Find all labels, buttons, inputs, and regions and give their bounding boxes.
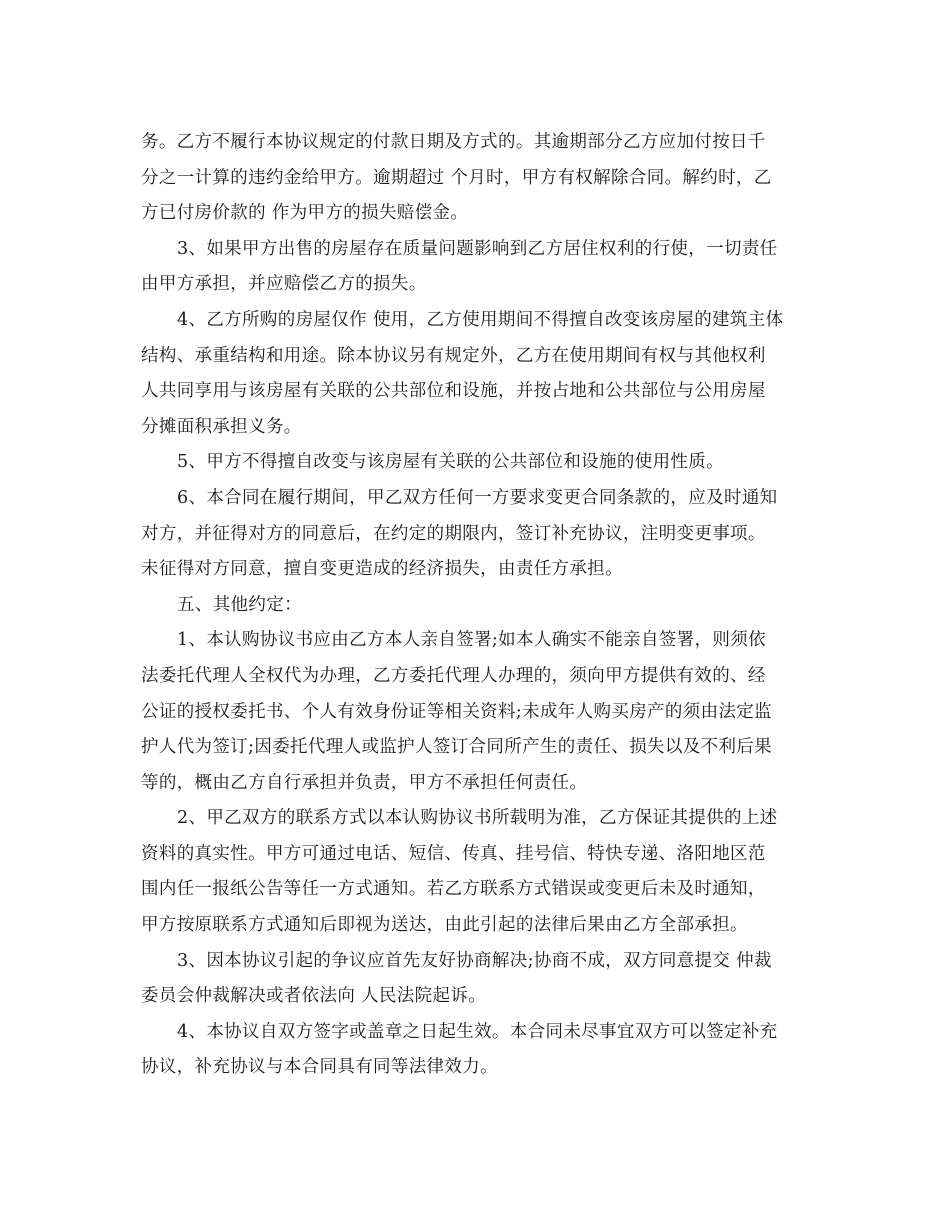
paragraph-item-5	[141, 445, 821, 481]
text-line: 方已付房价款的 作为甲方的损失赔偿金。	[141, 203, 469, 224]
paragraph-continued	[141, 125, 821, 232]
text-line: 4、本协议自双方签字或盖章之日起生效。本合同未尽事宜双方可以签定补充	[177, 1021, 778, 1042]
text-line: 对方，并征得对方的同意后，在约定的期限内，签订补充协议，注明变更事项。	[141, 523, 766, 544]
document-body	[141, 125, 821, 1086]
text-line: 五、其他约定：	[177, 594, 302, 615]
text-line: 公证的授权委托书、个人有效身份证等相关资料;未成年人购买房产的须由法定监	[141, 701, 772, 722]
paragraph-item-6	[141, 481, 821, 588]
paragraph-other-2	[141, 801, 821, 943]
paragraph-other-1	[141, 623, 821, 801]
text-line: 人共同享用与该房屋有关联的公共部位和设施，并按占地和公共部位与公用房屋	[141, 381, 766, 402]
text-line: 6、本合同在履行期间，甲乙双方任何一方要求变更合同条款的，应及时通知	[177, 487, 778, 508]
text-line: 3、如果甲方出售的房屋存在质量问题影响到乙方居住权利的行使，一切责任	[177, 238, 778, 259]
text-line: 协议，补充协议与本合同具有同等法律效力。	[141, 1057, 498, 1078]
paragraph-other-3	[141, 944, 821, 1015]
text-line: 护人代为签订;因委托代理人或监护人签订合同所产生的责任、损失以及不利后果	[141, 737, 772, 758]
text-line: 法委托代理人全权代为办理，乙方委托代理人办理的，须向甲方提供有效的、经	[141, 665, 766, 686]
text-line: 务。乙方不履行本协议规定的付款日期及方式的。其逾期部分乙方应加付按日千	[141, 132, 766, 152]
text-line: 委员会仲裁解决或者依法向 人民法院起诉。	[141, 986, 487, 1007]
text-line: 1、本认购协议书应由乙方本人亲自签署;如本人确实不能亲自签署，则须依	[177, 630, 766, 651]
text-line: 等的，概由乙方自行承担并负责，甲方不承担任何责任。	[141, 772, 588, 793]
paragraph-item-3	[141, 232, 821, 303]
text-line: 4、乙方所购的房屋仅作 使用，乙方使用期间不得擅自改变该房屋的建筑主体	[177, 309, 784, 330]
text-line: 3、因本协议引起的争议应首先友好协商解决;协商不成，双方同意提交 仲裁	[177, 950, 772, 971]
text-line: 资料的真实性。甲方可通过电话、短信、传真、挂号信、特快专递、洛阳地区范	[141, 843, 766, 864]
text-line: 甲方按原联系方式通知后即视为送达，由此引起的法律后果由乙方全部承担。	[141, 915, 748, 936]
text-line: 围内任一报纸公告等任一方式通知。若乙方联系方式错误或变更后未及时通知，	[141, 879, 766, 900]
paragraph-item-4	[141, 303, 821, 445]
text-line: 结构、承重结构和用途。除本协议另有规定外，乙方在使用期间有权与其他权利	[141, 345, 766, 366]
paragraph-other-4	[141, 1015, 821, 1086]
paragraph-section-5	[141, 588, 821, 624]
text-line: 2、甲乙双方的联系方式以本认购协议书所载明为准，乙方保证其提供的上述	[177, 808, 778, 829]
text-line: 分之一计算的违约金给甲方。逾期超过 个月时，甲方有权解除合同。解约时，乙	[141, 167, 772, 188]
text-line: 未征得对方同意，擅自变更造成的经济损失，由责任方承担。	[141, 559, 623, 580]
text-line: 5、甲方不得擅自改变与该房屋有关联的公共部位和设施的使用性质。	[177, 452, 724, 473]
text-line: 分摊面积承担义务。	[141, 416, 302, 437]
text-line: 由甲方承担，并应赔偿乙方的损失。	[141, 274, 427, 295]
